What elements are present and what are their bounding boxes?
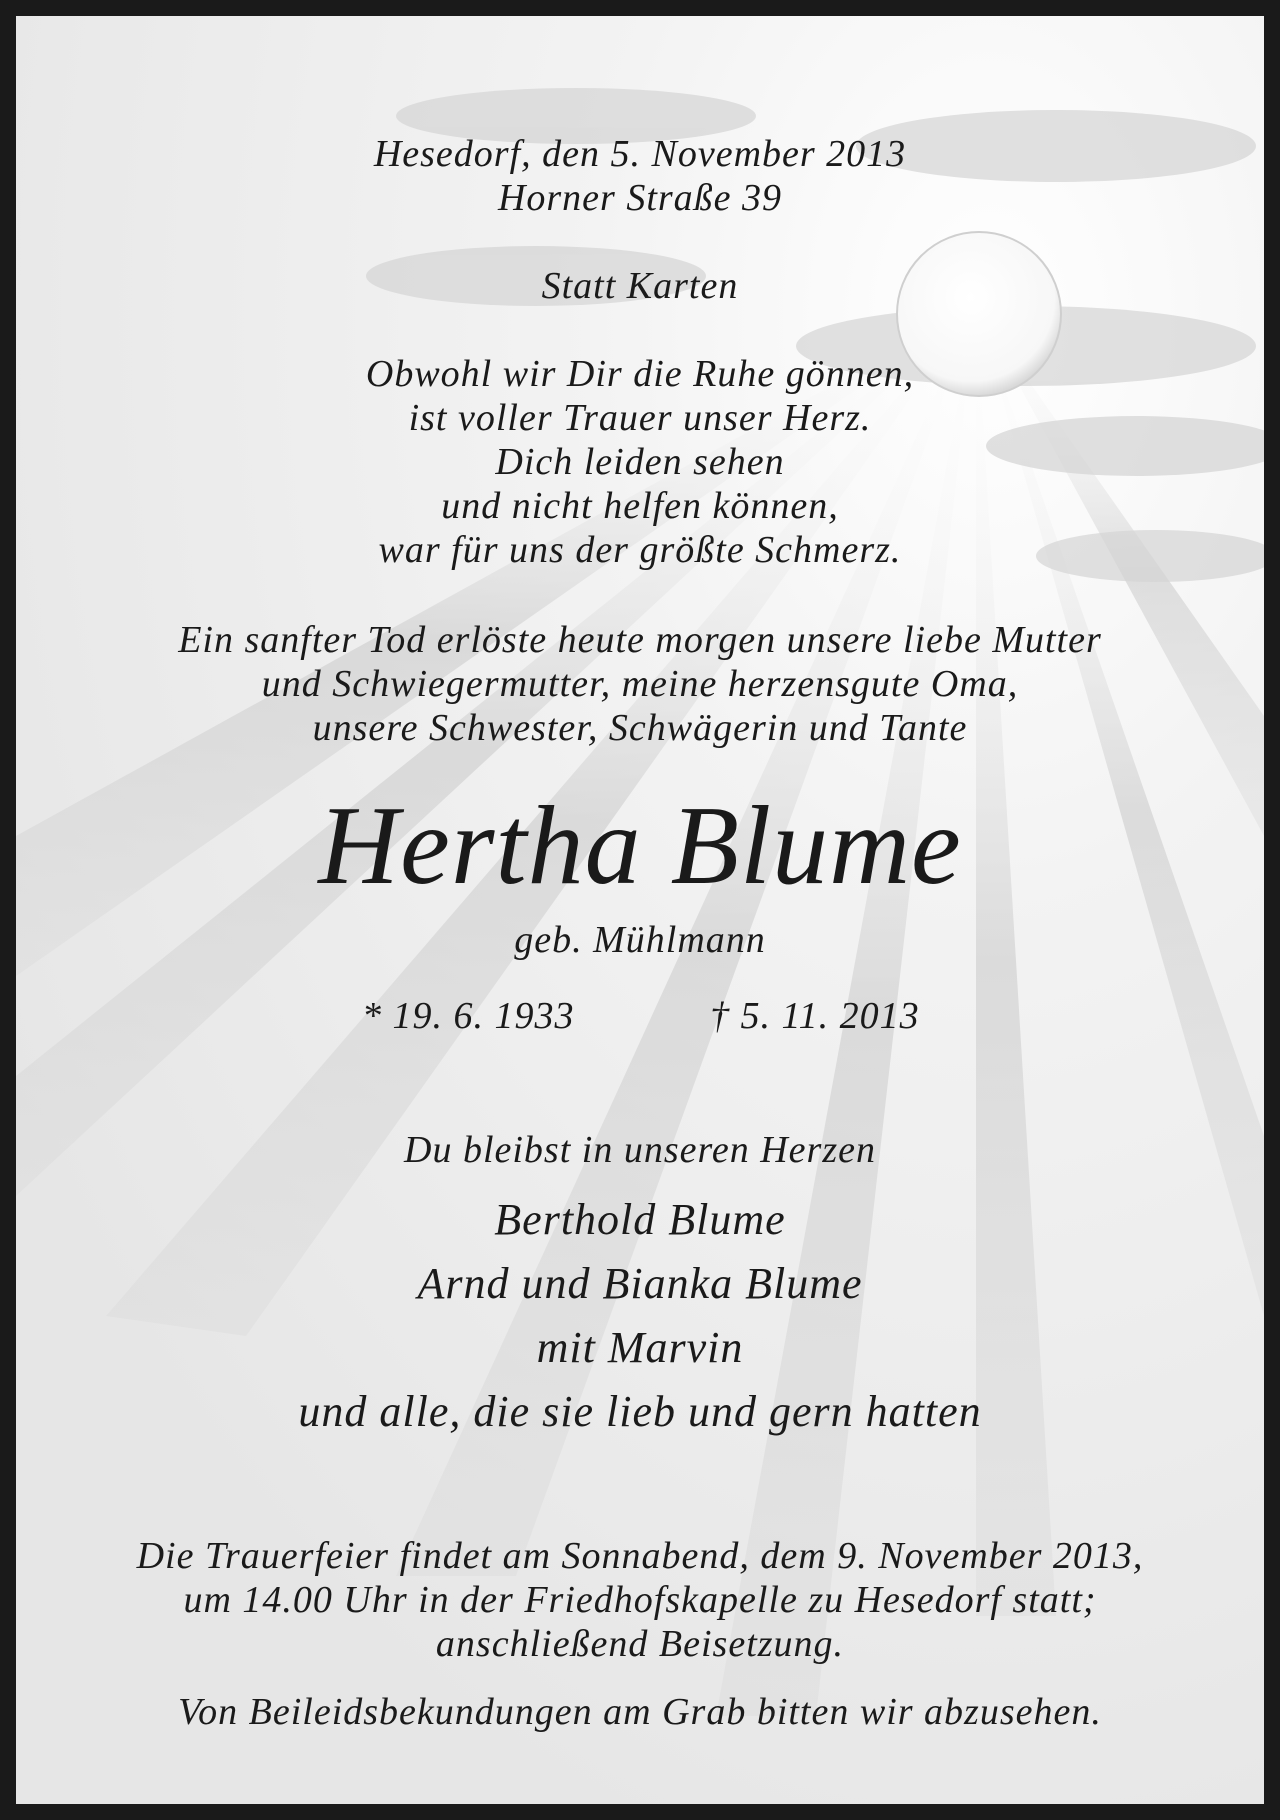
remembrance-text: Du bleibst in unseren Herzen	[404, 1129, 876, 1171]
poem-line: Obwohl wir Dir die Ruhe gönnen,	[365, 353, 915, 395]
poem-line: war für uns der größte Schmerz.	[378, 529, 902, 571]
place-date: Hesedorf, den 5. November 2013	[373, 133, 907, 175]
mourner-line: Arnd und Bianka Blume	[417, 1259, 863, 1308]
mourner-line: Berthold Blume	[494, 1195, 786, 1244]
poem-line: und nicht helfen können,	[441, 485, 839, 527]
intro-line: unsere Schwester, Schwägerin und Tante	[312, 707, 968, 749]
mourner-line: mit Marvin	[536, 1323, 744, 1372]
death-date: † 5. 11. 2013	[710, 995, 920, 1037]
notice-content	[16, 16, 1264, 1804]
poem-line: ist voller Trauer unser Herz.	[408, 397, 872, 439]
deceased-name: Hertha Blume	[318, 784, 962, 908]
maiden-name: geb. Mühlmann	[514, 919, 766, 961]
intro-line: und Schwiegermutter, meine herzensgute Oma,	[261, 663, 1019, 705]
mourner-line: und alle, die sie lieb und gern hatten	[298, 1387, 982, 1436]
funeral-line: um 14.00 Uhr in der Friedhofskapelle zu Hesedorf statt;	[183, 1579, 1097, 1621]
funeral-line: Die Trauerfeier findet am Sonnabend, dem 9. November 2013,	[136, 1535, 1144, 1577]
funeral-line: anschließend Beisetzung.	[435, 1623, 845, 1665]
intro-line: Ein sanfter Tod erlöste heute morgen unsere liebe Mutter	[178, 619, 1102, 661]
condolence-note: Von Beileidsbekundungen am Grab bitten wir abzusehen.	[178, 1691, 1102, 1733]
address: Horner Straße 39	[497, 177, 783, 219]
poem-line: Dich leiden sehen	[495, 441, 785, 483]
statt-karten: Statt Karten	[541, 265, 739, 307]
birth-date: * 19. 6. 1933	[362, 995, 575, 1037]
